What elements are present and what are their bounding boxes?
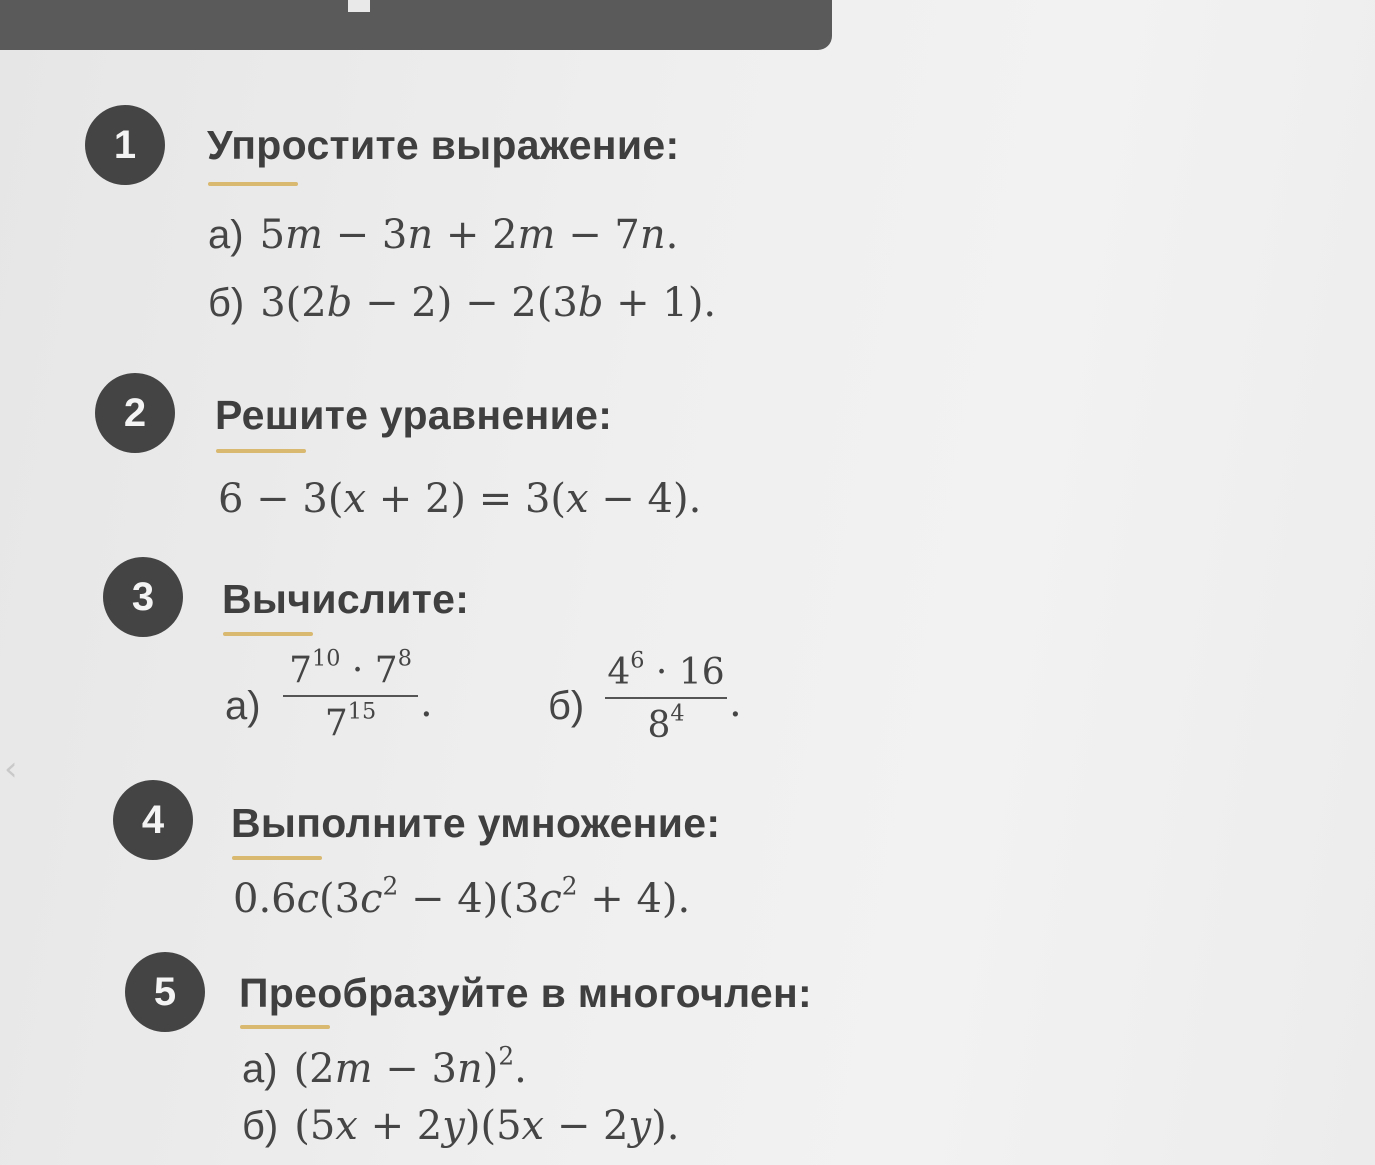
fraction-denominator: $8^4$ [647, 700, 685, 746]
task-2-expression: 6 − 3(x + 2) = 3(x − 4). [218, 476, 702, 522]
task-3b-fraction [605, 647, 727, 746]
task-5-title: Преобразуйте в многочлен: [239, 970, 812, 1016]
task-4-number-badge: 4 [113, 780, 193, 860]
task-2-title: Решите уравнение: [215, 392, 613, 438]
task-4-expression-line [233, 871, 691, 922]
task-5a-expression: $(2m - 3n)^2$. [293, 1041, 527, 1092]
task-5b-expression: (5x + 2y)(5x − 2y). [294, 1103, 680, 1149]
header-mark [348, 0, 370, 12]
task-4-title: Выполните умножение: [231, 800, 721, 846]
task-5-title-underline [240, 1025, 330, 1029]
fraction-numerator: $4^6 \cdot 16$ [607, 647, 725, 693]
task-1b-expression: 3(2b − 2) − 2(3b + 1). [260, 280, 717, 326]
fraction-numerator: $7^{10} \cdot 7^8$ [289, 645, 412, 691]
fraction-denominator: $7^{15}$ [324, 698, 377, 744]
task-3a-fraction [283, 645, 418, 744]
task-3-title: Вычислите: [222, 576, 470, 622]
task-3b-period: . [729, 680, 742, 726]
task-3b-label: б) [548, 684, 585, 728]
task-2-title-underline [216, 449, 306, 453]
task-3a-period: . [420, 680, 433, 726]
task-1-item-a [208, 212, 678, 258]
task-2-number-badge: 2 [95, 373, 175, 453]
task-1-item-b [208, 280, 716, 326]
top-header-bar [0, 0, 832, 50]
task-1-title-underline [208, 182, 298, 186]
item-label: б) [242, 1104, 279, 1148]
task-3-number-badge: 3 [103, 557, 183, 637]
task-1a-expression: 5m − 3n + 2m − 7n. [259, 212, 679, 258]
task-2-equation [218, 476, 701, 522]
task-3a-label: а) [225, 684, 261, 728]
task-5-number-badge: 5 [125, 952, 205, 1032]
task-1-title: Упростите выражение: [207, 122, 680, 168]
task-4-title-underline [232, 856, 322, 860]
task-1-number-badge: 1 [85, 105, 165, 185]
task-4-expression: $0.6c(3c^2 - 4)(3c^2 + 4)$. [233, 871, 691, 922]
item-label: а) [208, 213, 244, 257]
item-label: б) [208, 281, 245, 325]
chevron-left-icon[interactable]: ‹ [4, 749, 18, 789]
task-5-item-a [242, 1041, 527, 1092]
task-3-title-underline [223, 632, 313, 636]
item-label: а) [242, 1047, 278, 1091]
task-5-item-b [242, 1103, 679, 1149]
